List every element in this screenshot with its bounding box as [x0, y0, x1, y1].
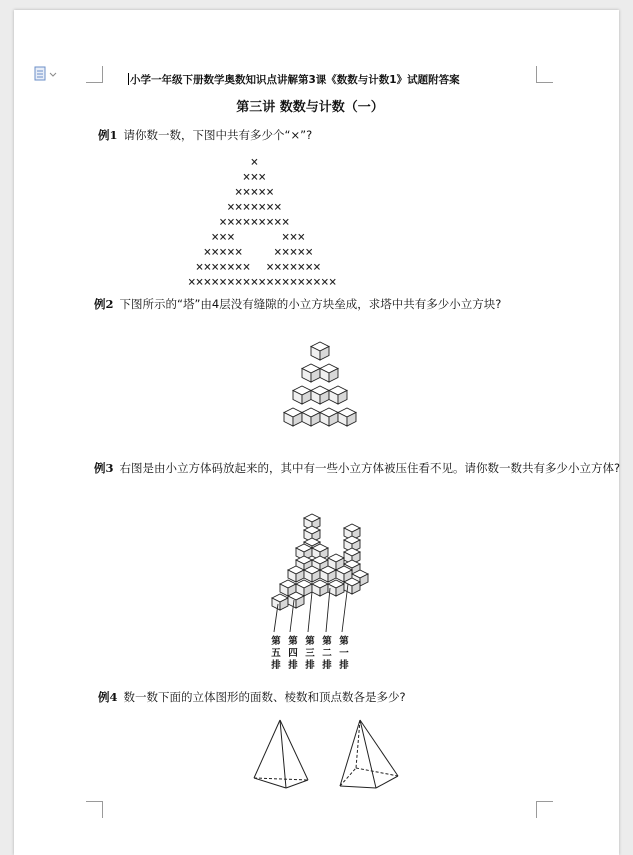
square-pyramid-figure [336, 718, 406, 790]
question-1 [98, 127, 498, 144]
stack-cube [272, 594, 288, 610]
row-label-2: 第 二 排 [322, 636, 332, 671]
cube-stack-figure [270, 500, 380, 635]
lesson-title: 第三讲 数数与计数（一） [236, 100, 384, 115]
question-3 [94, 460, 621, 477]
text-cursor [128, 73, 129, 85]
question-text: 下图所示的“塔”由4层没有缝隙的小立方块垒成，求塔中共有多少小立方块? [119, 297, 502, 311]
stack-cube [288, 566, 304, 582]
tower-cube [293, 386, 311, 404]
row-label-4: 第 四 排 [288, 636, 298, 671]
row-pointer-line [326, 588, 330, 632]
stack-cube [304, 566, 320, 582]
margin-corner-bottom-right [536, 801, 553, 818]
x-row: ××× [180, 170, 267, 185]
row-label-5: 第 五 排 [271, 636, 281, 671]
cube-tower-figure [280, 338, 360, 440]
stack-cube [288, 592, 304, 608]
row-label-1: 第 一 排 [339, 636, 349, 671]
tower-cube [311, 386, 329, 404]
margin-corner-top-right [536, 66, 553, 83]
tower-cube [329, 386, 347, 404]
x-triangle-figure [180, 155, 440, 290]
tower-cube [320, 408, 338, 426]
stack-cube [320, 566, 336, 582]
x-row: ××××× [180, 185, 274, 200]
stack-cube [328, 580, 344, 596]
tower-cube [302, 364, 320, 382]
tower-cube [320, 364, 338, 382]
tower-cube [338, 408, 356, 426]
x-row: ××××××××× [180, 215, 290, 230]
question-label: 例1 [98, 128, 118, 142]
question-text: 请你数一数，下图中共有多少个“×”? [123, 128, 313, 142]
question-label: 例4 [98, 690, 118, 704]
header-title-text: 小学一年级下册数学奥数知识点讲解第3课《数数与计数1》试题附答案 [130, 74, 460, 86]
row-label-3: 第 三 排 [305, 636, 315, 671]
margin-corner-top-left [86, 66, 103, 83]
question-label: 例3 [94, 461, 114, 475]
row-pointer-line [308, 592, 312, 632]
tower-cube [302, 408, 320, 426]
stack-cube [344, 578, 360, 594]
question-text: 数一数下面的立体图形的面数、棱数和顶点数各是多少? [123, 690, 406, 704]
document-icon[interactable] [34, 66, 64, 82]
triangular-pyramid-figure [250, 718, 320, 790]
x-row: ××××××× ××××××× [180, 260, 321, 275]
x-row: ××××××××××××××××××× [180, 275, 337, 290]
x-row: ××××× ××××× [180, 245, 314, 260]
tower-cube [284, 408, 302, 426]
question-4 [98, 689, 518, 706]
tower-cube [311, 342, 329, 360]
document-header-title [128, 72, 508, 87]
chevron-down-icon [50, 73, 56, 76]
question-label: 例2 [94, 297, 114, 311]
question-2 [94, 296, 514, 313]
stack-cube [312, 580, 328, 596]
x-row: × [180, 155, 259, 170]
x-row: ××××××× [180, 200, 282, 215]
question-text: 右图是由小立方体码放起来的，其中有一些小立方体被压住看不见。请你数一数共有多少小立方体? [119, 461, 621, 475]
x-row: ××× ××× [180, 230, 306, 245]
margin-corner-bottom-left [86, 801, 103, 818]
